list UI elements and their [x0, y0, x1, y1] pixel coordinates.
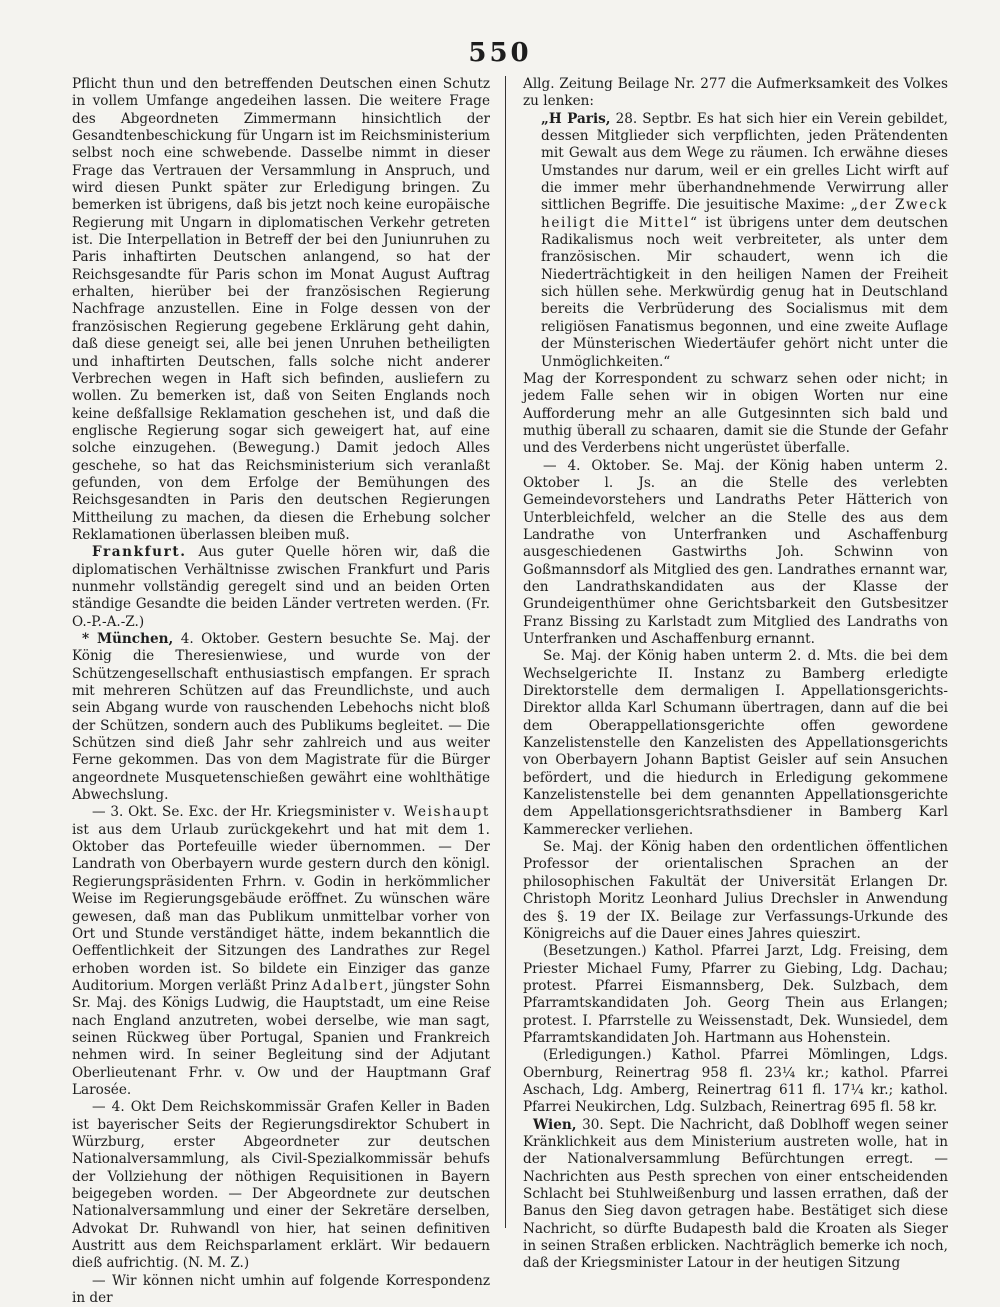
left-column	[72, 76, 490, 1307]
right-column	[523, 76, 948, 1273]
quoted-maxim: „der Zweck heiligt die Mittel“	[541, 197, 948, 231]
paragraph-text: 30. Sept. Die Nachricht, daß Doblhoff wegen seiner Kränklichkeit aus dem Ministerium austreten wolle, hat in der Nationalversammlung Befürchtungen erregt. — Nachrichten aus Pesth sprechen von einer entscheidenden Schlacht bei Stuhlweißenburg und lassen errathen, daß der Banus den Sieg davon getragen habe. Bestätiget sich diese Nachricht, so dürfte Budapesth bald die Kroaten als Sieger in seinen Straßen erblicken. Nachträglich bemerke ich noch, daß der Kriegsminister Latour in der heutigen Sitzung	[523, 1116, 948, 1272]
column-divider	[505, 76, 506, 1228]
paragraph-text: — 4. Okt Dem Reichskommissär Grafen Keller in Baden ist bayerischer Seits der Regierungsdirektor Schubert in Würzburg, erster Abgeordneter zur deutschen Nationalversammlung, als Civil-Spezialkommissär behufs der Vollziehung der nöthigen Requisitionen in Bayern beigegeben worden. — Der Abgeordnete zur deutschen Nationalversammlung und einer der Sekretäre derselben, Advokat Dr. Ruhwandl von hier, hat seinen definitiven Austritt aus dem Reichsparlament erklärt. Wir bedauern dieß aufrichtig.	[72, 1099, 490, 1272]
dateline: Frankfurt.	[92, 544, 187, 561]
paragraph	[72, 631, 490, 804]
person-name: Adalbert	[311, 977, 385, 994]
dateline: Wien,	[533, 1116, 577, 1133]
paragraph: — 4. Oktober. Se. Maj. der König haben unterm 2. Oktober l. Js. an die Stelle des verlebten Gemeindevorstehers und Landraths Peter Hätterich von Unterbleichfeld, welcher an die Stelle des aus dem Landrathe von Unterfranken und Aschaffenburg ausgeschiedenen Gastwirths Joh. Schwinn von Goßmannsdorf als Mitglied des gen. Landrathes ernannt war, den Landrathskandidaten aus der Klasse der Grundeigenthümer ohne Gerichtsbarkeit den Gutsbesitzer Franz Bissing zu Karlstadt zum Mitglied des Landraths von Unterfranken und Aschaffenburg ernannt.	[523, 457, 948, 647]
paragraph	[72, 804, 490, 1099]
paragraph: (Erledigungen.) Kathol. Pfarrei Mömlingen, Ldgs. Obernburg, Reinertrag 958 fl. 23¼ kr.; kathol. Pfarrei Aschach, Ldg. Amberg, Reinertrag 611 fl. 17¼ kr.; kathol. Pfarrei Neukirchen, Ldg. Sulzbach, Reinertrag 695 fl. 58 kr.	[523, 1047, 948, 1116]
paragraph: Mag der Korrespondent zu schwarz sehen oder nicht; in jedem Falle sehen wir in obigen Worten nur eine Aufforderung mehr an alle Gutgesinnten sich bald und muthig überall zu schaaren, damit sie die Stunde der Gefahr und des Verderbens nicht ungerüstet überfalle.	[523, 370, 948, 457]
paragraph-text: — 3. Okt. Se. Exc. der Hr. Kriegsminister	[92, 804, 384, 821]
dateline: „H Paris,	[541, 110, 611, 127]
paragraph-text: ist übrigens unter dem deutschen Radikalismus noch weit verbreiteter, als unter dem französischen. Mir schaudert, wenn ich die Niederträchtigkeit in den heiligen Namen der Freiheit sich hüllen sehe. Merkwürdig genug hat in Deutschland bereits die Verbrüderung des Socialismus mit dem religiösen Fanatismus begonnen, und eine zweite Auflage der Münsterischen Wiedertäufer gehört nicht unter die Unmöglichkeiten.“	[541, 214, 948, 370]
paragraph-text: 4. Oktober. Gestern besuchte Se. Maj. der König die Theresienwiese, und wurde von der Schützengesellschaft enthusiastisch empfangen. Er sprach mit mehreren Schützen auf das Freundlichste, und auch sein Abgang wurde von rauschenden Lebehochs nicht bloß der Schützen, sondern auch des Publikums begleitet. — Die Schützen sind dieß Jahr sehr zahlreich und aus weiter Ferne gekommen. Das von dem Magistrate für die Bürger angeordnete Musquetenschießen gewährt eine wohlthätige Abwechslung.	[72, 631, 490, 804]
paragraph	[72, 1099, 490, 1272]
page-number: 550	[468, 38, 532, 68]
paragraph-text: , jüngster Sohn Sr. Maj. des Königs Ludwig, die Hauptstadt, um eine Reise nach England anzutreten, wobei derselbe, wie man sagt, seinen Rückweg über Portugal, Spanien und Frankreich nehmen wird. In seiner Begleitung sind der Adjutant Oberlieutenant Frhr. v. Ow und der Hauptmann Graf Larosée.	[72, 977, 490, 1098]
paragraph: — Wir können nicht umhin auf folgende Korrespondenz in der	[72, 1272, 490, 1307]
paragraph	[72, 544, 490, 631]
paragraph: Se. Maj. der König haben unterm 2. d. Mts. die bei dem Wechselgerichte II. Instanz zu Bamberg erledigte Direktorstelle dem dermaligen I. Appellationsgerichts-Direktor allda Karl Schumann übertragen, dann auf die bei dem Oberappellationsgerichte offen gewordene Kanzelistenstelle den Kanzelisten des Appellationsgerichts von Oberbayern Johann Baptist Geisler auf sein Ansuchen befördert, und die hiedurch in Erledigung gekommene Kanzelistenstelle bei dem genannten Appellationsgerichte dem Appellationsgerichtsrathsdiener in Bamberg Karl Kammerecker verliehen.	[523, 648, 948, 838]
quoted-correspondence	[541, 111, 948, 371]
paragraph-text: 28. Septbr. Es hat sich hier ein Verein gebildet, dessen Mitglieder sich verpflichten, jeden Prätendenten mit Gewalt aus dem Wege zu räumen. Ich erwähne dieses Umstandes nur darum, weil er ein grelles Licht wirft auf die immer mehr überhandnehmende Verwirrung aller sittlichen Begriffe. Die jesuitische Maxime:	[541, 110, 948, 214]
paragraph: Pflicht thun und den betreffenden Deutschen einen Schutz in vollem Umfange angedeihen lassen. Die weitere Frage des Abgeordneten Zimmermann hinsichtlich der Gesandtenbeschickung für Ungarn ist im Reichsministerium selbst noch eine schwebende. Dasselbe nimmt in dieser Frage das Vertrauen der Versammlung in Anspruch, und wird diesen Punkt später zur Erledigung bringen. Zu bemerken ist übrigens, daß bis jetzt noch keine europäische Regierung mit Ungarn in diplomatischen Verkehr getreten ist. Die Interpellation in Betreff der bei den Juniunruhen zu Paris inhaftirten Deutschen anlangend, so hat der Reichsgesandte für Paris schon im Monat August Auftrag erhalten, hierüber bei der französischen Regierung Nachfrage anzustellen. Eine in Folge dessen von der französischen Regierung gegebene Erklärung geht dahin, daß diese geneigt sei, alle bei jenen Unruhen betheiligten und inhaftirten Deutschen, falls solche nicht anderer Verbrechen wegen in Haft sich befinden, ausliefern zu wollen. Zu bemerken ist, daß von Seiten Englands noch keine deßfallsige Reklamation geschehen ist, und daß die englische Regierung sogar sich geweigert hat, auf eine solche einzugehen. (Bewegung.) Damit jedoch Alles geschehe, so hat das Reichsministerium sich veranlaßt gefunden, von dem Erfolge der Bemühungen des Reichsgesandten in Paris den deutschen Regierungen Mittheilung zu machen, da diesen die Erhebung solcher Reklamationen überlassen bleiben muß.	[72, 76, 490, 543]
paragraph: (Besetzungen.) Kathol. Pfarrei Jarzt, Ldg. Freising, dem Priester Michael Fumy, Pfarrer zu Giebing, Ldg. Dachau; protest. Pfarrei Eismannsberg, Dek. Sulzbach, dem Pfarramtskandidaten Joh. Georg Thein aus Erlangen; protest. I. Pfarrstelle zu Weissenstadt, Dek. Wunsiedel, dem Pfarramtskandidaten Joh. Hartmann aus Hohenstein.	[523, 943, 948, 1046]
person-name: v. Weishaupt	[383, 804, 490, 821]
source-signature: (Fr. O.-P.-A.-Z.)	[72, 596, 490, 630]
paragraph-text: Aus guter Quelle hören wir, daß die diplomatischen Verhältnisse zwischen Frankfurt und Paris nunmehr vollständig geregelt sind und an beiden Orten ständige Gesandte die beiden Länder vertreten werden.	[72, 544, 490, 613]
paragraph: Allg. Zeitung Beilage Nr. 277 die Aufmerksamkeit des Volkes zu lenken:	[523, 76, 948, 110]
paragraph-text: ist aus dem Urlaub zurückgekehrt und hat mit dem 1. Oktober das Portefeuille wieder übernommen. — Der Landrath von Oberbayern wurde gestern durch den königl. Regierungspräsidenten Frhrn. v. Godin in herkömmlicher Weise im Regierungsgebäude eröffnet. Zu wünschen wäre gewesen, daß man das Publikum unmittelbar vorher von Ort und Stunde verständiget hätte, indem bekanntlich die Oeffentlichkeit der Sitzungen des Landrathes zur Regel erhoben worden ist. So bildete ein Einziger das ganze Auditorium. Morgen verläßt Prinz	[72, 821, 490, 994]
paragraph: Se. Maj. der König haben den ordentlichen öffentlichen Professor der orientalischen Sprachen an der philosophischen Fakultät der Universität Erlangen Dr. Christoph Moritz Leonhard Julius Drechsler in Anwendung des §. 19 der IX. Beilage zur Verfassungs-Urkunde des Königreichs auf die Dauer eines Jahres quieszirt.	[523, 839, 948, 942]
dateline: * München,	[82, 631, 174, 647]
source-signature: (N. M. Z.)	[182, 1255, 250, 1272]
paragraph	[523, 1117, 948, 1273]
